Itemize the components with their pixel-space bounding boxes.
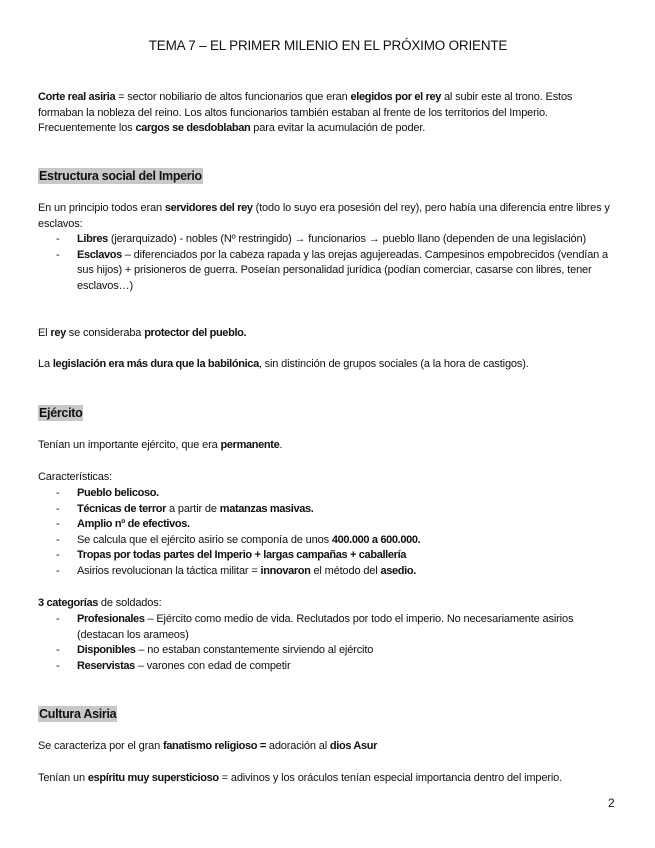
text: El	[38, 327, 51, 339]
text: adoración al	[265, 740, 330, 752]
bold-text: innovaron	[260, 564, 311, 577]
text: Se caracteriza por el gran	[38, 740, 163, 752]
text: se consideraba	[65, 327, 145, 339]
bold-text: Esclavos	[77, 248, 122, 261]
list-item	[38, 517, 623, 533]
text: .	[279, 439, 283, 451]
text: La	[38, 358, 53, 370]
text: = sector nobiliario de altos funcionarios que eran	[115, 91, 351, 103]
text: para evitar la acumulación de poder.	[250, 122, 426, 135]
dash-bullet: -	[56, 248, 60, 261]
text: de soldados:	[98, 597, 162, 609]
list-item	[38, 486, 623, 502]
caracteristicas-list	[38, 486, 623, 580]
categorias-label	[38, 596, 618, 612]
text: – varones con edad de competir	[134, 659, 291, 672]
bold-text: fanatismo religioso =	[162, 740, 266, 752]
text: – Ejército como medio de vida. Reclutados por todo el imperio. No necesariamente asirios (destacan los arameos)	[77, 613, 574, 641]
page-title: TEMA 7 – EL PRIMER MILENIO EN EL PRÓXIMO ORIENTE	[148, 38, 508, 53]
bold-text: Libres	[77, 233, 108, 245]
bold-text: Disponibles	[77, 644, 136, 657]
list-item	[38, 533, 623, 549]
bold-text: dios Asur	[329, 740, 378, 752]
corte-real-paragraph	[38, 90, 618, 137]
bold-text: Pueblo belicoso.	[77, 487, 159, 499]
bold-text: protector del pueblo.	[144, 327, 247, 339]
list-item	[38, 502, 623, 518]
dash-bullet: -	[56, 502, 60, 515]
bold-text: elegidos por el rey	[350, 91, 442, 103]
bold-text: matanzas masivas.	[219, 502, 314, 515]
ejercito-intro	[38, 438, 618, 454]
bold-text: espíritu muy supersticioso	[87, 772, 219, 784]
text: (jerarquizado) - nobles (Nº restringido) → funcionarios → pueblo llano (dependen de una legislación)	[107, 233, 586, 245]
bold-text: 400.000 a 600.000.	[331, 533, 421, 546]
list-item	[38, 248, 623, 295]
section-heading-ejercito: Ejército	[39, 406, 83, 420]
dash-bullet: -	[56, 233, 60, 245]
bold-text: Corte real asiria	[38, 91, 116, 103]
cultura-paragraph-2	[38, 771, 618, 787]
bold-text: Técnicas de terror	[77, 502, 167, 515]
text: – diferenciados por la cabeza rapada y las orejas agujereadas. Campesinos empobrecidos (vendían a sus hijos) + prisioneros de guerra. Poseían personalidad jurídica (podían comerciar, casarse con libres, tener esclavos…)	[77, 248, 609, 292]
bold-text: Amplio nº de efectivos.	[77, 518, 190, 531]
text: Asirios revolucionan la táctica militar =	[77, 564, 261, 577]
text: = adivinos y los oráculos tenían especial importancia dentro del imperio.	[218, 772, 562, 784]
caracteristicas-label: Características:	[38, 471, 113, 483]
dash-bullet: -	[56, 613, 60, 625]
dash-bullet: -	[56, 518, 60, 531]
text: a partir de	[166, 502, 220, 515]
text: Tenían un importante ejército, que era	[38, 439, 221, 451]
text: , sin distinción de grupos sociales (a la hora de castigos).	[258, 358, 529, 370]
list-item	[38, 612, 623, 643]
list-item	[38, 548, 623, 564]
text: – no estaban constantemente sirviendo al ejército	[135, 644, 374, 657]
bold-text: cargos se desdoblaban	[135, 122, 251, 135]
dash-bullet: -	[56, 564, 60, 577]
list-item	[38, 659, 623, 675]
bold-text: 3 categorías	[38, 597, 99, 609]
list-item	[38, 564, 623, 580]
section-heading-cultura: Cultura Asiria	[39, 707, 117, 721]
section-heading-estructura: Estructura social del Imperio	[39, 169, 202, 183]
rey-paragraph	[38, 326, 618, 342]
list-item	[38, 232, 623, 248]
dash-bullet: -	[56, 549, 60, 562]
dash-bullet: -	[56, 659, 60, 672]
bold-text: legislación era más dura que la babilónica	[52, 358, 259, 370]
text: el método del	[310, 564, 381, 577]
legislacion-paragraph	[38, 357, 618, 373]
dash-bullet: -	[56, 533, 60, 546]
bold-text: rey	[50, 327, 66, 339]
page-number: 2	[608, 796, 615, 810]
categorias-list	[38, 612, 623, 674]
text: (todo lo suyo era posesión del rey), pero había una diferencia entre libres y esclavos:	[38, 202, 610, 230]
bold-text: Tropas por todas partes del Imperio + largas campañas + caballería	[77, 549, 407, 562]
text: Tenían un	[38, 772, 88, 784]
bold-text: servidores del rey	[164, 202, 253, 214]
list-item	[38, 643, 623, 659]
bold-text: asedio.	[380, 564, 416, 577]
dash-bullet: -	[56, 487, 60, 499]
bold-text: Profesionales	[77, 613, 145, 625]
estructura-intro	[38, 201, 618, 232]
bold-text: Reservistas	[77, 659, 135, 672]
text: En un principio todos eran	[38, 202, 165, 214]
text: al subir este al trono. Estos formaban la nobleza del reino. Los altos funcionarios también estaban al frente de los territorios del Imperio. Frecuentemente los	[38, 91, 573, 135]
bold-text: permanente	[220, 439, 280, 451]
cultura-paragraph-1	[38, 739, 618, 755]
text: Se calcula que el ejército asirio se componía de unos	[77, 533, 332, 546]
estructura-list	[38, 232, 623, 294]
dash-bullet: -	[56, 644, 60, 657]
